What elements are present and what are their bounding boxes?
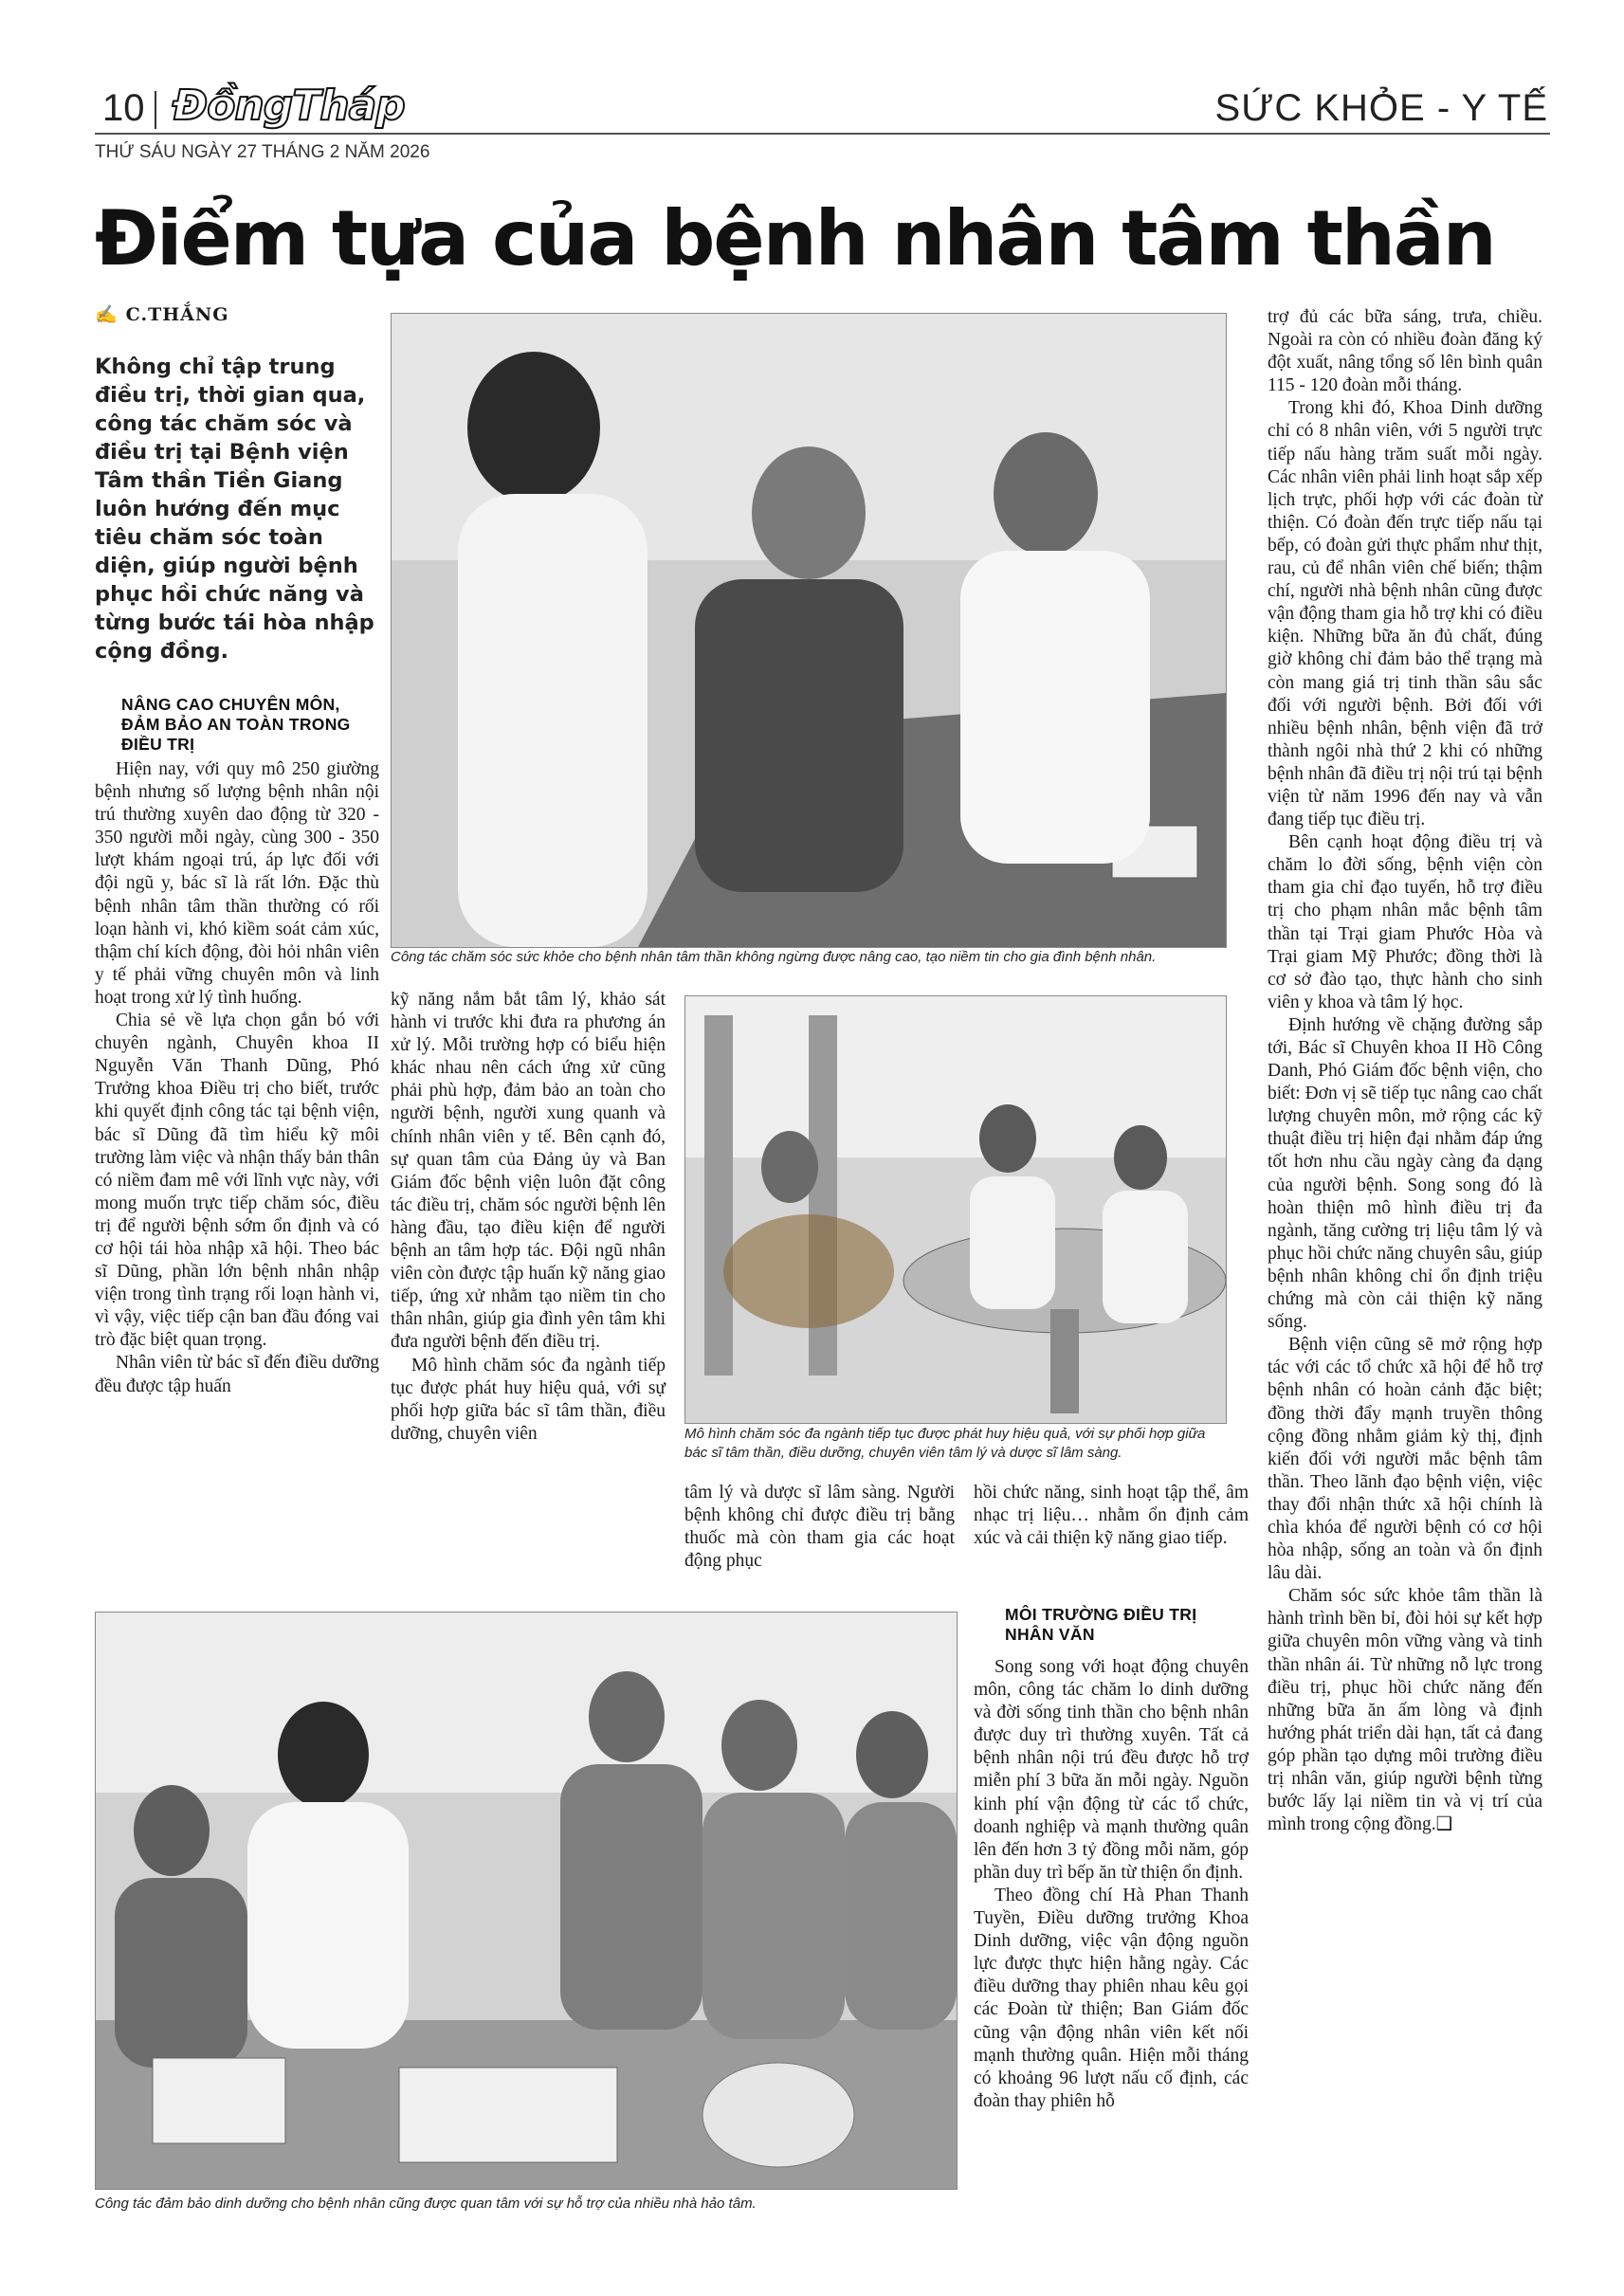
header-rule [95, 133, 1550, 135]
paragraph: Mô hình chăm sóc đa ngành tiếp tục được phát huy hiệu quả, với sự phối hợp giữa bác sĩ tâm thần, điều dưỡng, chuyên viên [391, 1355, 666, 1444]
subhead-chuyen-mon: NÂNG CAO CHUYÊN MÔN, ĐẢM BẢO AN TOÀN TRONG ĐIỀU TRỊ [121, 695, 351, 754]
paragraph: hồi chức năng, sinh hoạt tập thể, âm nhạc trị liệu… nhằm ổn định cảm xúc và cải thiện kỹ năng giao tiếp. [974, 1483, 1249, 1549]
paragraph: Định hướng về chặng đường sắp tới, Bác sĩ Chuyên khoa II Hồ Công Danh, Phó Giám đốc bệnh viện, cho biết: Đơn vị sẽ tiếp tục nâng cao chất lượng chuyên môn, mở rộng các kỹ thuật điều trị hiện đại nhằm đáp ứng tốt hơn nhu cầu ngày càng đa dạng của người bệnh. Song song đó là hoàn thiện mô hình điều trị đa ngành, tăng cường trị liệu tâm lý và phục hồi chức năng chuyên sâu, giúp bệnh nhân không chỉ ổn định triệu chứng mà còn cải thiện kỹ năng sống. [1268, 1014, 1542, 1333]
column-4 [974, 1482, 1249, 1550]
photo-caption-2: Mô hình chăm sóc đa ngành tiếp tục được phát huy hiệu quả, với sự phối hợp giữa bác sĩ tâm thần, điều dưỡng, chuyên viên tâm lý và dược sĩ lâm sàng. [684, 1426, 1206, 1461]
paragraph: Bệnh viện cũng sẽ mở rộng hợp tác với các tổ chức xã hội để hỗ trợ bệnh nhân có hoàn cảnh đặc biệt; đồng thời đẩy mạnh truyền thông cộng đồng nhằm giảm kỳ thị, định kiến đối với người mắc bệnh tâm thần. Theo lãnh đạo bệnh viện, việc thay đổi nhận thức xã hội chính là chìa khóa để người bệnh có cơ hội hòa nhập, sống an toàn và ổn định lâu dài. [1268, 1335, 1542, 1584]
paragraph: Chia sẻ về lựa chọn gắn bó với chuyên ngành, Chuyên khoa II Nguyễn Văn Thanh Dũng, Phó Trưởng khoa Điều trị cho biết, trước khi quyết định công tác tại bệnh viện, bác sĩ Dũng đã tìm hiểu kỹ môi trường làm việc và nhận thấy bản thân có niềm đam mê với lĩnh vực này, với mong muốn trực tiếp chăm sóc, điều trị để người bệnh sớm ổn định và có cơ hội tái hòa nhập xã hội. Theo bác sĩ Dũng, phần lớn bệnh nhân nhập viện trong tình trạng rối loạn hành vi, vì vậy, việc tiếp cận ban đầu đóng vai trò đặc biệt quan trọng. [95, 1011, 379, 1351]
paragraph: trợ đủ các bữa sáng, trưa, chiều. Ngoài ra còn có nhiều đoàn đăng ký đột xuất, nâng tổng số lên bình quân 115 - 120 đoàn mỗi tháng. [1268, 307, 1542, 396]
page-number: 10 [102, 87, 145, 129]
newspaper-logo: ĐồngTháp [173, 82, 405, 130]
paragraph [1268, 1585, 1542, 1836]
paragraph: Hiện nay, với quy mô 250 giường bệnh nhưng số lượng bệnh nhân nội trú thường xuyên dao động từ 320 - 350 người mỗi ngày, cùng 300 - 350 lượt khám ngoại trú, áp lực đối với đội ngũ y, bác sĩ là rất lớn. Đặc thù bệnh nhân tâm thần thường có rối loạn hành vi, khó kiềm soát cảm xúc, thậm chí kích động, đòi hỏi nhân viên y tế phải vững chuyên môn và linh hoạt trong xử lý tình huống. [95, 759, 379, 1008]
photo-illustration [96, 1613, 957, 2189]
column-3 [684, 1482, 955, 1573]
byline [95, 303, 229, 325]
paragraph: Trong khi đó, Khoa Dinh dưỡng chỉ có 8 nhân viên, với 5 người trực tiếp nấu hàng trăm suất mỗi ngày. Các nhân viên phải linh hoạt sắp xếp lịch trực, phối hợp với các đoàn từ thiện. Có đoàn đến trực tiếp nấu tại bếp, có đoàn gửi thực phẩm như thịt, rau, củ để nhân viên chế biến; thậm chí, người nhà bệnh nhân cũng được vận động tham gia hỗ trợ khi có điều kiện. Những bữa ăn đủ chất, đúng giờ không chỉ đảm bảo thể trạng mà còn mang giá trị tinh thần sâu sắc đối với người bệnh. Bởi đối với nhiều bệnh nhân, bệnh viện đã trở thành ngôi nhà thứ 2 khi có những bệnh nhân đã điều trị nội trú tại bệnh viện từ năm 1996 đến nay và vẫn đang tiếp tục điều trị. [1268, 398, 1542, 830]
paragraph: kỹ năng nắm bắt tâm lý, khảo sát hành vi trước khi đưa ra phương án xử lý. Mỗi trường hợp có biểu hiện khác nhau nên cách ứng xử cũng phải phù hợp, đảm bảo an toàn cho người bệnh, người xung quanh và chính nhân viên y tế. Bên cạnh đó, sự quan tâm của Đảng ủy và Ban Giám đốc bệnh viện luôn đặt công tác điều trị, chăm sóc người bệnh lên hàng đầu, tạo điều kiện để người bệnh an tâm hợp tác. Đội ngũ nhân viên còn được tập huấn kỹ năng giao tiếp, ứng xử nhằm tạo niềm tin cho thân nhân, giúp gia đình yên tâm khi đưa người bệnh đến điều trị. [391, 990, 666, 1353]
pen-icon: ✍ [95, 304, 119, 325]
photo-guitar-therapy [684, 995, 1227, 1424]
paragraph: Theo đồng chí Hà Phan Thanh Tuyền, Điều dưỡng trưởng Khoa Dinh dưỡng, việc vận động nguồn lực được thực hiện hằng ngày. Các điều dưỡng thay phiên nhau kêu gọi các Đoàn từ thiện; Ban Giám đốc cũng vận động nhân viên kết nối mạnh thường quân. Hiện mỗi tháng có khoảng 96 lượt nấu cố định, các đoàn thay phiên hỗ [974, 1885, 1249, 2111]
column-4-cont [974, 1656, 1249, 2113]
section-title: SỨC KHỎE - Y TẾ [1214, 87, 1548, 129]
final-paragraph-text: Chăm sóc sức khỏe tâm thần là hành trình bền bỉ, đòi hỏi sự kết hợp giữa chuyên môn vững vàng và tinh thần nhân ái. Từ những nỗ lực trong điều trị, phục hồi chức năng đến những bữa ăn ấm lòng và định hướng phát triển dài hạn, tất cả đang góp phần tạo dựng môi trường điều trị nhân văn, giúp người bệnh từng bước lấy lại niềm tin và vị trí của mình trong cộng đồng. [1268, 1586, 1542, 1835]
paragraph: Bên cạnh hoạt động điều trị và chăm lo đời sống, bệnh viện còn tham gia chỉ đạo tuyến, hỗ trợ điều trị cho phạm nhân mắc bệnh tâm thần tại Trại giam Phước Hòa và Trại giam Mỹ Phước; đồng thời là cơ sở đào tạo, thực hành cho sinh viên y khoa và tâm lý học. [1268, 832, 1542, 1012]
article-title: Điểm tựa của bệnh nhân tâm thần [95, 194, 1495, 282]
column-2 [391, 989, 666, 1446]
photo-meal-service [95, 1612, 958, 2190]
photo-doctor-nurse-checkup [391, 313, 1227, 948]
author-name: C.THẮNG [125, 304, 229, 325]
photo-illustration [685, 996, 1226, 1423]
column-1 [95, 758, 379, 1398]
header-divider [155, 91, 156, 129]
column-5 [1268, 306, 1542, 1836]
subhead-moi-truong: MÔI TRƯỜNG ĐIỀU TRỊ NHÂN VĂN [1005, 1605, 1197, 1644]
article-lede: Không chỉ tập trung điều trị, thời gian qua, công tác chăm sóc và điều trị tại Bệnh viện Tâm thần Tiền Giang luôn hướng đến mục tiêu chăm sóc toàn diện, giúp người bệnh phục hồi chức năng và từng bước tái hòa nhập cộng đồng. [95, 355, 374, 664]
photo-illustration [392, 314, 1226, 947]
photo-caption-3: Công tác đảm bảo dinh dưỡng cho bệnh nhân cũng được quan tâm với sự hỗ trợ của nhiều nhà hảo tâm. [95, 2196, 757, 2212]
paragraph: Song song với hoạt động chuyên môn, công tác chăm lo dinh dưỡng và đời sống tinh thần cho bệnh nhân được duy trì thường xuyên. Tất cả bệnh nhân nội trú đều được hỗ trợ miễn phí 3 bữa ăn mỗi ngày. Nguồn kinh phí vận động từ các tổ chức, doanh nghiệp và mạnh thường quân lên đến hơn 3 tỷ đồng mỗi năm, góp phần duy trì bếp ăn từ thiện ổn định. [974, 1657, 1249, 1883]
paragraph: Nhân viên từ bác sĩ đến điều dưỡng đều được tập huấn [95, 1353, 379, 1396]
issue-date: THỨ SÁU NGÀY 27 THÁNG 2 NĂM 2026 [95, 142, 430, 162]
photo-caption-1: Công tác chăm sóc sức khỏe cho bệnh nhân tâm thần không ngừng được nâng cao, tạo niềm tin cho gia đình bệnh nhân. [391, 949, 1157, 965]
paragraph: tâm lý và dược sĩ lâm sàng. Người bệnh không chỉ được điều trị bằng thuốc mà còn tham gia các hoạt động phục [684, 1483, 955, 1572]
end-mark-icon: ❑ [1435, 1814, 1453, 1835]
